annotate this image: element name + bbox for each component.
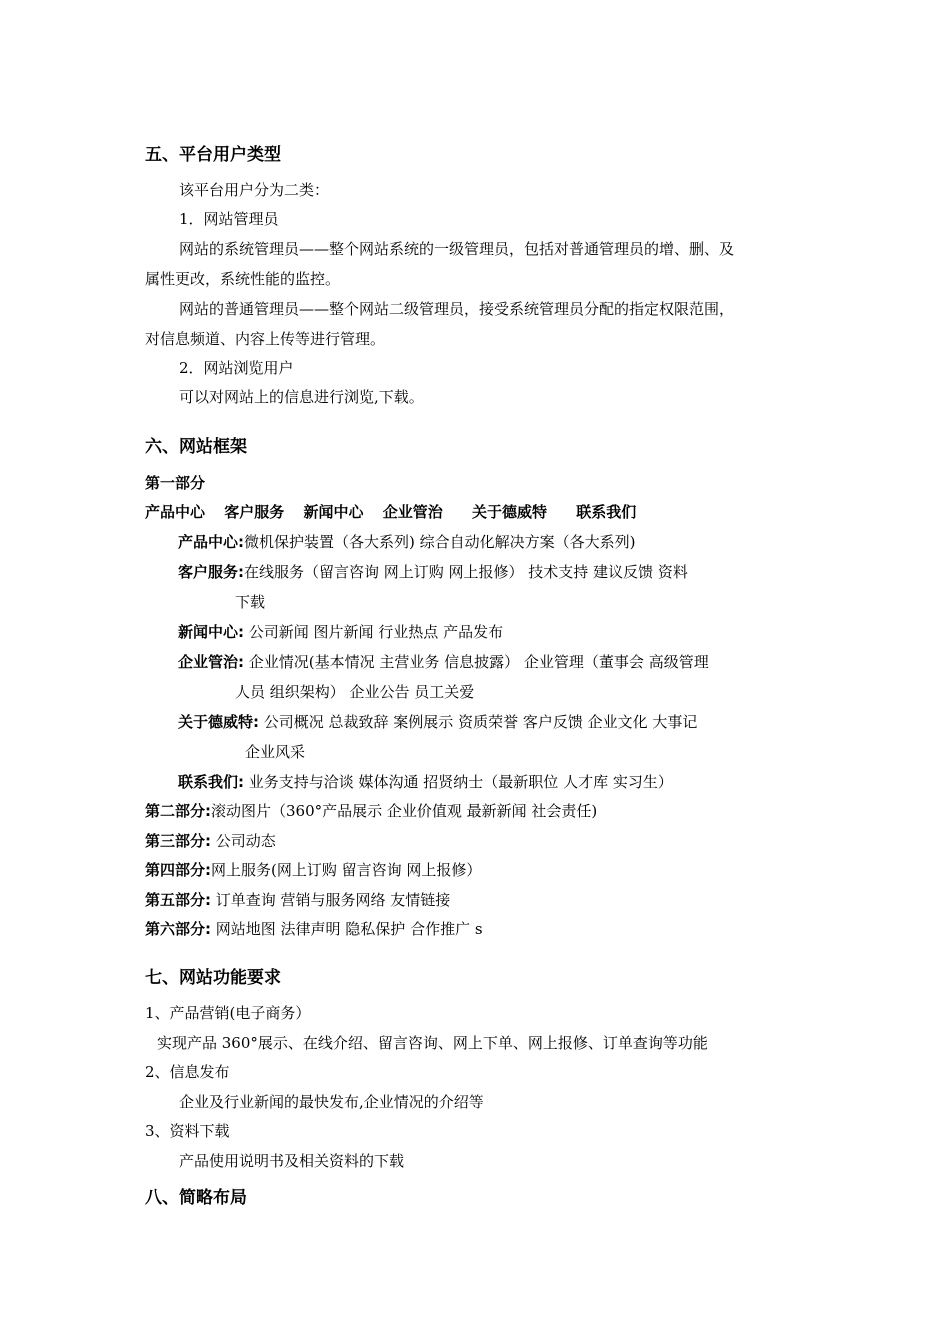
part-4-line: [145, 863, 481, 878]
nav-item-contact: 联系我们: [576, 503, 637, 521]
nav-item-products: 产品中心: [145, 503, 206, 521]
part-5-line: [145, 893, 450, 908]
sec5-para-3: 可以对网站上的信息进行浏览,下载。: [179, 388, 424, 406]
service-line-cont: 下载: [235, 593, 266, 611]
governance-line-cont: 人员 组织架构） 企业公告 员工关爱: [235, 683, 475, 701]
nav-item-news: 新闻中心: [303, 503, 364, 521]
nav-item-customer-service: 客户服务: [224, 503, 285, 521]
part-3-text: 公司动态: [211, 832, 276, 850]
part-1-label: 第一部分: [145, 474, 206, 492]
nav-item-about: 关于德威特: [472, 503, 548, 521]
sec5-item-1: 1．网站管理员: [179, 210, 279, 228]
governance-label: 企业管治:: [178, 653, 244, 671]
part-4-label: 第四部分:: [145, 861, 211, 879]
nav-item-governance: 企业管治: [382, 503, 443, 521]
products-text: 微机保护装置（各大系列) 综合自动化解决方案（各大系列): [244, 533, 636, 551]
sec5-item-2: 2．网站浏览用户: [179, 359, 294, 377]
governance-line: [178, 655, 709, 670]
governance-text: 企业情况(基本情况 主营业务 信息披露） 企业管理（董事会 高级管理: [244, 653, 709, 671]
about-line-cont: 企业风采: [245, 743, 306, 761]
part-4-text: 网上服务(网上订购 留言咨询 网上报修）: [211, 861, 482, 879]
part-6-label: 第六部分:: [145, 920, 211, 938]
part-3-line: [145, 834, 276, 849]
sec5-para-1b: 属性更改，系统性能的监控。: [145, 270, 341, 288]
part-6-line: [145, 922, 483, 937]
sec5-para-2a: 网站的普通管理员——整个网站二级管理员，接受系统管理员分配的指定权限范围，: [179, 300, 735, 318]
sec7-item-2-desc: 企业及行业新闻的最快发布,企业情况的介绍等: [179, 1093, 484, 1111]
part-2-line: [145, 804, 597, 819]
part-5-text: 订单查询 营销与服务网络 友情链接: [211, 891, 451, 909]
about-label: 关于德威特:: [178, 713, 259, 731]
news-label: 新闻中心:: [178, 623, 244, 641]
service-text: 在线服务（留言咨询 网上订购 网上报修） 技术支持 建议反馈 资料: [244, 563, 688, 581]
section-5-heading: 五、平台用户类型: [145, 145, 281, 165]
sec7-item-2: 2、信息发布: [145, 1063, 230, 1081]
about-text: 公司概况 总裁致辞 案例展示 资质荣誉 客户反馈 企业文化 大事记: [259, 713, 698, 731]
part-2-text: 滚动图片（360°产品展示 企业价值观 最新新闻 社会责任): [211, 802, 598, 820]
part-6-text: 网站地图 法律声明 隐私保护 合作推广 s: [211, 920, 483, 938]
sec5-para-2b: 对信息频道、内容上传等进行管理。: [145, 330, 386, 348]
about-line: [178, 715, 697, 730]
contact-text: 业务支持与洽谈 媒体沟通 招贤纳士（最新职位 人才库 实习生）: [244, 773, 673, 791]
section-7-heading: 七、网站功能要求: [145, 968, 281, 988]
contact-line: [178, 775, 673, 790]
sec7-item-1-desc: 实现产品 360°展示、在线介绍、留言咨询、网上下单、网上报修、订单查询等功能: [157, 1034, 708, 1052]
service-label: 客户服务:: [178, 563, 244, 581]
contact-label: 联系我们:: [178, 773, 244, 791]
part-2-label: 第二部分:: [145, 802, 211, 820]
service-line: [178, 565, 688, 580]
products-line: [178, 535, 635, 550]
sec5-para-1a: 网站的系统管理员——整个网站系统的一级管理员，包括对普通管理员的增、删、及: [179, 240, 735, 258]
products-label: 产品中心:: [178, 533, 244, 551]
news-text: 公司新闻 图片新闻 行业热点 产品发布: [244, 623, 504, 641]
sec7-item-1: 1、产品营销(电子商务）: [145, 1004, 311, 1022]
part-5-label: 第五部分:: [145, 891, 211, 909]
part-3-label: 第三部分:: [145, 832, 211, 850]
section-6-heading: 六、网站框架: [145, 437, 247, 457]
sec7-item-3-desc: 产品使用说明书及相关资料的下载: [179, 1152, 405, 1170]
sec7-item-3: 3、资料下载: [145, 1122, 230, 1140]
section-8-heading: 八、简略布局: [145, 1188, 247, 1208]
nav-menu-list: [145, 505, 636, 520]
news-line: [178, 625, 503, 640]
sec5-intro: 该平台用户分为二类：: [179, 181, 330, 199]
